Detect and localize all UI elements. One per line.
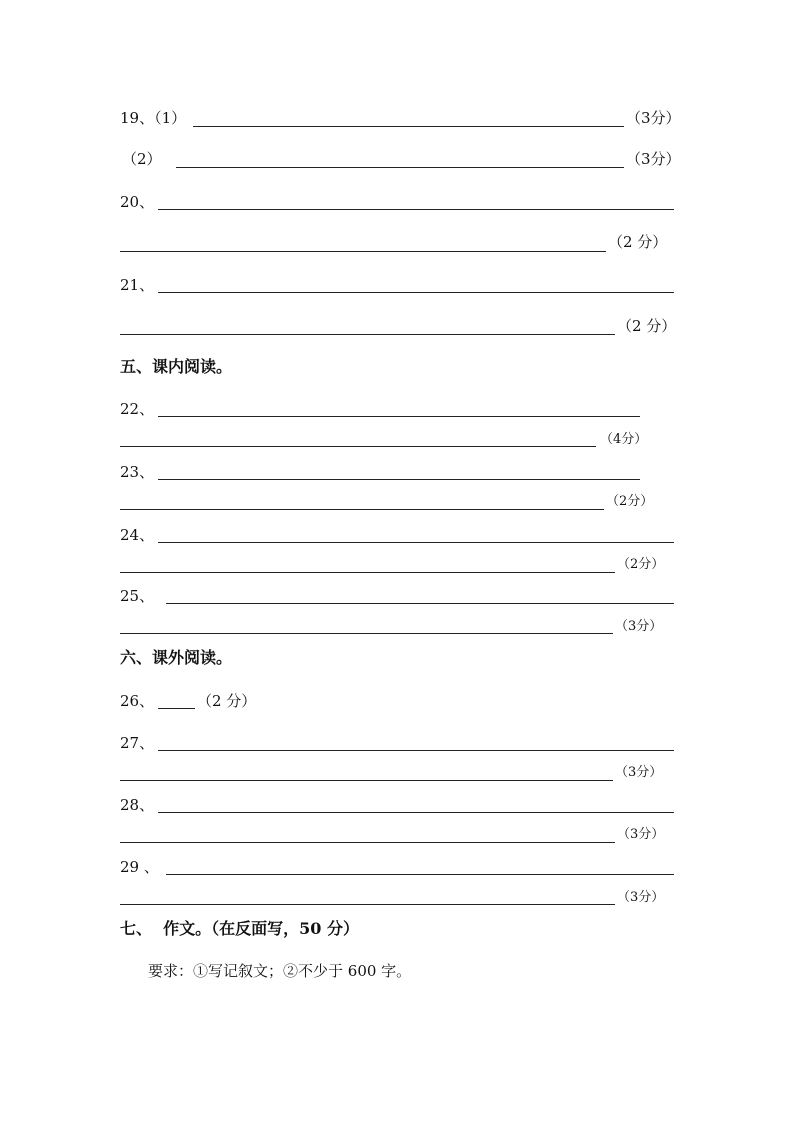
q27-number: 27、: [120, 734, 155, 752]
q21-answer-line-2[interactable]: [120, 334, 615, 335]
q21-answer-line-1[interactable]: [158, 292, 674, 293]
q23-answer-line-2[interactable]: [120, 509, 604, 510]
q22-answer-line-1[interactable]: [158, 416, 640, 417]
q29-score: （3分）: [617, 890, 665, 905]
q29-number: 29 、: [120, 858, 159, 876]
q19-1-score: （3分）: [626, 109, 681, 127]
q21-score: （2 分）: [617, 317, 677, 335]
q26-score: （2 分）: [197, 692, 257, 710]
q20-answer-line-1[interactable]: [158, 209, 674, 210]
q29-answer-line-2[interactable]: [120, 904, 615, 905]
q27-answer-line-1[interactable]: [158, 750, 674, 751]
section-6-heading: 六、课外阅读。: [120, 648, 233, 667]
q24-answer-line-2[interactable]: [120, 572, 615, 573]
q25-answer-line-2[interactable]: [120, 633, 613, 634]
q25-number: 25、: [120, 587, 155, 605]
q19-2-label: （2）: [122, 150, 162, 168]
q19-2-answer-line[interactable]: [176, 167, 624, 168]
q24-score: （2分）: [617, 557, 665, 572]
q25-answer-line-1[interactable]: [166, 603, 674, 604]
q23-answer-line-1[interactable]: [158, 479, 640, 480]
q23-score: （2分）: [606, 494, 654, 509]
q24-answer-line-1[interactable]: [158, 542, 674, 543]
q26-answer-blank[interactable]: [158, 708, 195, 709]
q23-number: 23、: [120, 463, 155, 481]
q19-1-answer-line[interactable]: [193, 126, 624, 127]
q24-number: 24、: [120, 526, 155, 544]
q20-number: 20、: [120, 193, 155, 211]
section-5-heading: 五、课内阅读。: [120, 357, 233, 376]
q22-number: 22、: [120, 400, 155, 418]
q19-number: 19、（1）: [120, 109, 187, 127]
q22-score: （4分）: [600, 432, 648, 447]
q29-answer-line-1[interactable]: [166, 874, 674, 875]
q28-number: 28、: [120, 796, 155, 814]
q20-score: （2 分）: [608, 233, 668, 251]
q22-answer-line-2[interactable]: [120, 446, 596, 447]
q21-number: 21、: [120, 276, 155, 294]
composition-requirement: 要求：①写记叙文；②不少于 600 字。: [148, 962, 412, 980]
q26-number: 26、: [120, 692, 155, 710]
section-7-heading: 七、 作文。（在反面写，50 分）: [120, 919, 359, 938]
q28-answer-line-2[interactable]: [120, 842, 615, 843]
q19-2-score: （3分）: [626, 150, 681, 168]
q25-score: （3分）: [615, 619, 663, 634]
q27-score: （3分）: [615, 765, 663, 780]
q27-answer-line-2[interactable]: [120, 780, 613, 781]
q20-answer-line-2[interactable]: [120, 251, 606, 252]
q28-score: （3分）: [617, 827, 665, 842]
q28-answer-line-1[interactable]: [158, 812, 674, 813]
